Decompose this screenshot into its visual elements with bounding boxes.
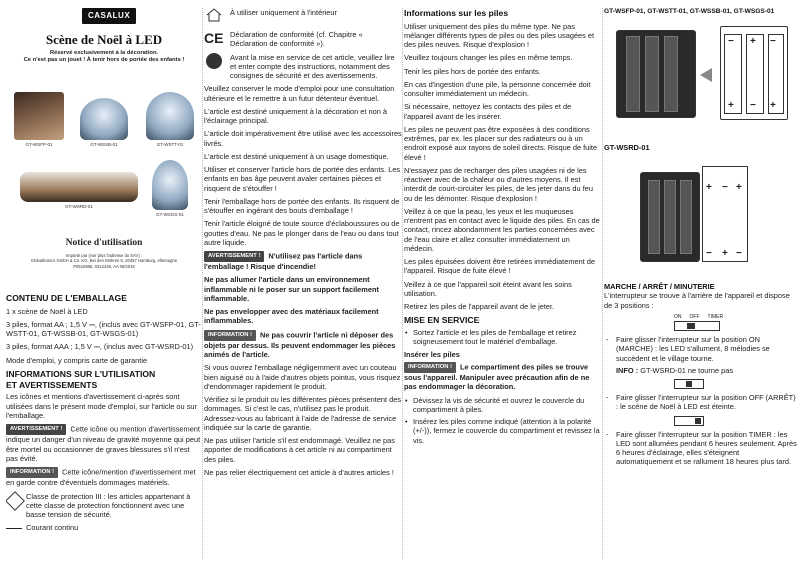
insert-heading: Insérer les piles [404, 349, 460, 359]
house-icon [206, 8, 222, 22]
cover-info-badge: INFORMATION ! [204, 330, 256, 341]
arrow-icon [700, 68, 712, 82]
notice-title: Notice d'utilisation [65, 238, 143, 248]
product-globe: GT-WSGS-01 [152, 160, 188, 218]
product-tree: GT-WSTT-01 [146, 92, 194, 148]
model-aaa: GT-WSRD-01 [604, 143, 650, 152]
ce-icon: CE [204, 30, 224, 46]
battery-diagram-aa: − + − + − + [612, 24, 792, 124]
class3-icon [6, 491, 25, 511]
subtitle: Réservé exclusivement à la décoration. Ce n'est pas un jouet ! À tenir hors de portée des enfants ! [23, 50, 185, 64]
product-snowball: GT-WSSB-01 [80, 98, 128, 148]
contents-section: CONTENU DE L'EMBALLAGE 1 x scène de Noël à LED 3 piles, format AA ; 1,5 V ⎓, (inclus avec GT-WSFP-01, GT-WSTT-01, GT-WSSB-01, GT-WSGS-01) 3 piles, format AAA ; 1,5 V ⎓, (inclus avec GT-WSRD-01) Mode d'emploi, y compris carte de garantie INFORMATIONS SUR L'UTILISATION ET AVERTISSEMENTS Les icônes et mentions d'avertissement ci-après sont utilisées dans le présent mode d'emploi, sur l'article ou sur l'emballage. AVERTISSEMENT ! Cette icône ou mention d'avertissement indique un danger d'un niveau de gravité moyenne qui peut être mortel ou occasionner de graves blessures s'il n'est pas évité. INFORMATION ! Cette icône/mention d'avertissement met en garde contre d'éventuels dommages matériels. Classe de protection III : les articles appartenant à cette classe de protection fonctionnent avec une basse tension de sécurité. Courant continu [6, 293, 201, 533]
product-fireplace: GT-WSFP-01 [14, 92, 64, 148]
battery-heading: Informations sur les piles [404, 8, 509, 18]
info-badge: INFORMATION ! [6, 467, 58, 478]
service-heading: MISE EN SERVICE [404, 315, 480, 326]
brand-logo: CASALUX [82, 8, 136, 24]
models-aa: GT-WSFP-01, GT-WSTT-01, GT-WSSB-01, GT-WSGS-01 [604, 8, 775, 15]
switch-diagram-timer [674, 416, 798, 426]
warning-badge: AVERTISSEMENT ! [6, 424, 66, 435]
fire-warning-badge: AVERTISSEMENT ! [204, 251, 264, 262]
dc-icon [6, 528, 22, 529]
switch-section: MARCHE / ARRÊT / MINUTERIE L'interrupteur se trouve à l'arrière de l'appareil et dispose de 3 positions : ON OFF TIMER - Faire glisser l'interrupteur sur la position ON (MARCHE) : les LED s'allument, 8 mélodies se succèdent et le village tourne. INFO : GT-WSRD-01 ne tourne pas - Faire glisser l'interrupteur sur la position OFF (ARRÊT) : le scène de Noël à LED est éteinte. - Faire glisser l'interrupteur sur la position TIMER : les LED sont allumées pendant 6 heures seulement. Après 6 heures d'éclairage, elles s'éteignent automatiquement et se rallument 18 heures plus tard. [604, 282, 798, 470]
switch-heading: MARCHE / ARRÊT / MINUTERIE [604, 282, 715, 291]
battery-diagram-aaa: + − + − + − [634, 160, 754, 270]
column-1 [6, 0, 202, 567]
column-2: À utiliser uniquement à l'intérieur CE Déclaration de conformité (cf. Chapitre « Déclaration de conformité »). Avant la mise en service de cet article, veuillez lire et enter compte des instructions, notamment des consignes de sécurité et des avertissements. Veuillez conserver le mode d'emploi pour une consultation ultérieure et le remettre à un futur détenteur éventuel. L'article est destiné uniquement à la décoration et non à l'éclairage principal. L'article doit impérativement être utilisé avec les accessoires livrés. L'article est destiné uniquement à un usage domestique. Utiliser et conserver l'article hors de portée des enfants. Les enfants en bas âge peuvent avaler certaines pièces et risquent de s'étouffer ! Tenir l'emballage hors de portée des enfants. Ils risquent de s'étouffer en ingérant des bouts d'emballage ! Tenir l'article éloigné de toute source d'éclaboussures ou de gouttes d'eau. Ne pas le plonger dans de l'eau ou dans tout autre liquide. AVERTISSEMENT ! N'utilisez pas l'article dans l'emballage ! Risque d'incendie! Ne pas allumer l'article dans un environnement inflammable ni le poser sur un support facilement inflammable. Ne pas envelopper avec des matériaux facilement inflammables. INFORMATION ! Ne pas couvrir l'article ni déposer des objets par dessus. Ils peuvent endommager les pièces animés de l'article. Si vous ouvrez l'emballage négligemment avec un couteau bien aiguisé ou à l'aide d'autres objets pointus, vous risquez d'endommager rapidement le produit. Vérifiez si le produit ou les différentes pièces présentent des dommages. Si c'est le cas, n'utilisez pas le produit. Adressez-vous au fabricant à l'aide de l'adresse de service indiquée sur la carte de garantie. Ne pas utiliser l'article s'il est endommagé. Veuillez ne pas apporter de modifications à cet article ni au compartiment des piles. Ne pas relier électriquement cet article à d'autres articles ! [204, 8, 402, 477]
column-3: Informations sur les piles Utiliser uniquement des piles du même type. Ne pas mélanger différents types de piles ou des piles usagées et des piles neuves. Risque d'explosion ! Veuillez toujours changer les piles en même temps. Tenir les piles hors de portée des enfants. En cas d'ingestion d'une pile, la personne concernée doit consulter immédiatement un médecin. Si nécessaire, nettoyez les contacts des piles et de l'appareil avant de les insérer. Les piles ne peuvent pas être exposées à des conditions extrêmes, par ex. les placer sur des radiateurs ou à un endroit exposé aux rayons de soleil directs. Risque de fuite élevé ! N'essayez pas de recharger des piles usagées ni de les réactiver avec de la chaleur ou d'autres moyens. Il est interdit de court-circuiter les piles, de les jeter dans du feu ou de les démonter. Risque d'explosion ! Veillez à ce que la peau, les yeux et les muqueuses n'entrent pas en contact avec le liquide des piles. En cas de contact, rincez abondamment les parties concernées avec de l'eau claire et allez consulter immédiatement un médecin. Les piles épuisées doivent être retirées immédiatement de l'appareil. Risque de fuite élevé ! Veillez à ce que l'appareil soit éteint avant les soins utilisation. Retirez les piles de l'appareil avant de le jeter. MISE EN SERVICE • Sortez l'article et les piles de l'emballage et retirez soigneusement tout le matériel d'emballage. Insérer les piles INFORMATION ! Le compartiment des piles se trouve sous l'appareil. Manipuler avec précaution afin de ne pas endommager la décoration. • Dévissez la vis de sécurité et ouvrez le couvercle du compartiment à piles. • Insérez les piles comme indiqué (attention à la polarité (+/-)), fermez le couvercle du compartiment et revissez la vis. [404, 0, 600, 567]
column-4 [604, 0, 800, 567]
product-reindeer: GT-WSRD-01 [20, 172, 138, 210]
read-manual-icon [206, 53, 222, 69]
page-title: Scène de Noël à LED [45, 32, 163, 47]
switch-diagram-all: ON OFF TIMER [674, 314, 798, 331]
importer-info: Importé par (voir plus l'adresse du SAV) : Globaltronics GmbH & Co. KG, Bei den Mühren 5, 20457 Hamburg, Allemagne P0510986, 0312449, AA 06/2019 [30, 253, 178, 269]
switch-diagram-off [674, 379, 798, 389]
insert-info-badge: INFORMATION ! [404, 362, 456, 373]
